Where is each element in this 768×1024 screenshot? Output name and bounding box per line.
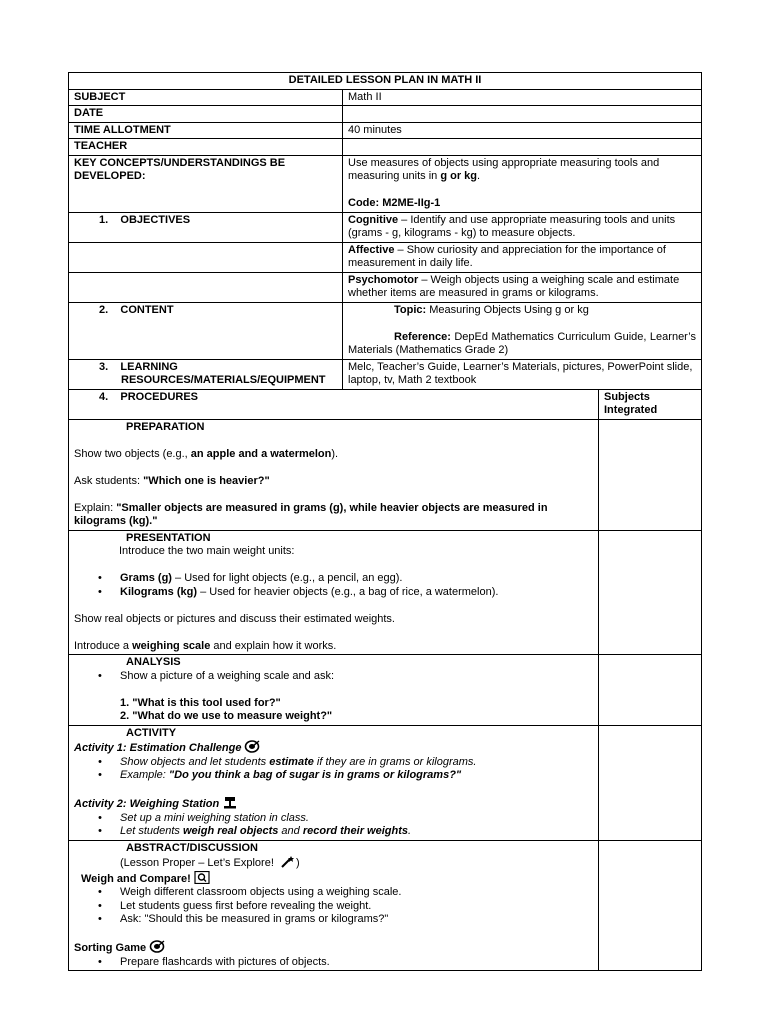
- activity-cell: [69, 725, 599, 840]
- lesson-plan-table: [68, 72, 702, 971]
- abstract-cell: [69, 840, 599, 971]
- activity-subjects-cell: [599, 725, 702, 840]
- grams-description: – Used for light objects (e.g., a pencil, an egg).: [171, 572, 403, 584]
- units-list: [74, 572, 593, 599]
- procedures-row: [69, 389, 702, 419]
- target-icon: [149, 940, 165, 953]
- objectives-cognitive-row: [69, 212, 702, 242]
- psychomotor-objective: [343, 272, 702, 302]
- activity-2-title: Activity 2: Weighing Station: [74, 798, 220, 810]
- list-item: [74, 769, 593, 783]
- preparation-line-1-text: Show two objects (e.g.,: [74, 447, 191, 460]
- objectives-affective-row: [69, 242, 702, 272]
- activity-2-bullet-2-text: Let students: [120, 825, 183, 837]
- time-allotment-label: TIME ALLOTMENT: [69, 122, 343, 139]
- presentation-intro: Introduce the two main weight units:: [119, 545, 295, 557]
- weigh-compare-title: Weigh and Compare!: [81, 872, 191, 885]
- objectives-empty-cell: [69, 242, 343, 272]
- list-item: • Prepare flashcards with pictures of objects.: [74, 956, 593, 970]
- list-item: • Weigh different classroom objects using a weighing scale.: [74, 886, 593, 900]
- preparation-line-1: [74, 448, 593, 462]
- time-allotment-row: [69, 122, 702, 139]
- affective-objective: [343, 242, 702, 272]
- list-item: [74, 572, 593, 586]
- activity-1-bullet-1-end: if they are in grams or kilograms.: [313, 755, 477, 768]
- content-label: 2. CONTENT: [69, 302, 343, 359]
- key-concepts-text: Use measures of objects using appropriate measuring tools and measuring units in: [348, 156, 660, 182]
- date-value: [343, 106, 702, 123]
- subject-value: Math II: [343, 89, 702, 106]
- search-box-icon: [194, 871, 210, 884]
- cognitive-label: Cognitive: [348, 213, 399, 226]
- preparation-objects: an apple and a watermelon: [190, 447, 332, 460]
- list-item: • Set up a mini weighing station in class.: [74, 812, 593, 826]
- key-concepts-row: [69, 155, 702, 212]
- presentation-subjects-cell: [599, 530, 702, 655]
- title-row: [69, 73, 702, 90]
- content-row: [69, 302, 702, 359]
- key-concepts-label: KEY CONCEPTS/UNDERSTANDINGS BE DEVELOPED:: [69, 155, 343, 212]
- topic-text: Measuring Objects Using g or kg: [426, 303, 589, 316]
- key-concepts-period: .: [477, 170, 481, 182]
- estimate-term: estimate: [269, 755, 314, 768]
- kilograms-term: Kilograms (kg): [120, 585, 198, 598]
- sorting-game-title-line: [74, 940, 593, 956]
- activity-row: [69, 725, 702, 840]
- reference-label: Reference:: [394, 330, 451, 343]
- learning-resources-text: Melc, Teacher’s Guide, Learner’s Materials, pictures, PowerPoint slide, laptop, tv, Math 2 textbook: [348, 360, 693, 386]
- abstract-subheading: [74, 855, 593, 871]
- procedures-label: 4. PROCEDURES: [69, 389, 599, 419]
- preparation-row: [69, 419, 702, 530]
- learning-resources-row: [69, 359, 702, 389]
- analysis-question-2: 2. "What do we use to measure weight?": [120, 710, 333, 722]
- list-item: • Let students guess first before revealing the weight.: [74, 900, 593, 914]
- objectives-psychomotor-row: [69, 272, 702, 302]
- key-concepts-units: g or kg: [440, 170, 477, 182]
- target-icon: [244, 740, 260, 753]
- activity-1-title-line: [74, 740, 593, 756]
- psychomotor-text: – Weigh objects using a weighing scale and estimate whether items are measured in grams or kilograms.: [348, 273, 680, 299]
- activity-heading: ACTIVITY: [126, 726, 177, 739]
- competency-code: Code: M2ME-IIg-1: [348, 197, 441, 209]
- presentation-heading: PRESENTATION: [126, 531, 211, 544]
- abstract-subjects-cell: [599, 840, 702, 971]
- objectives-empty-cell: [69, 272, 343, 302]
- subject-label: SUBJECT: [69, 89, 343, 106]
- preparation-heading: PREPARATION: [126, 420, 205, 433]
- cognitive-objective: [343, 212, 702, 242]
- date-label: DATE: [69, 106, 343, 123]
- analysis-cell: [69, 655, 599, 726]
- preparation-line-3: [74, 502, 593, 529]
- affective-label: Affective: [348, 243, 395, 256]
- abstract-heading: ABSTRACT/DISCUSSION: [126, 841, 259, 854]
- abstract-row: [69, 840, 702, 971]
- teacher-value: [343, 139, 702, 156]
- subjects-integrated-header: Subjects Integrated: [599, 389, 702, 419]
- subject-row: [69, 89, 702, 106]
- list-item: • Ask: "Should this be measured in grams or kilograms?": [74, 913, 593, 927]
- teacher-row: [69, 139, 702, 156]
- activity-1-bullet-1-text: Show objects and let students: [120, 755, 270, 768]
- record-weights-term: record their weights: [302, 825, 408, 837]
- activity-2-bullet-2-mid: and: [278, 825, 303, 837]
- preparation-line-2-text: Ask students:: [74, 474, 144, 487]
- preparation-explanation: "Smaller objects are measured in grams (g), while heavier objects are measured in kilograms (kg).": [74, 501, 548, 527]
- learning-resources-label-line2: RESOURCES/MATERIALS/EQUIPMENT: [121, 374, 326, 386]
- sorting-game-list: [74, 956, 593, 970]
- preparation-line-2: [74, 475, 593, 489]
- teacher-label: TEACHER: [69, 139, 343, 156]
- magic-wand-icon: [280, 855, 296, 868]
- activity-2-bullet-2-end: .: [407, 825, 412, 837]
- presentation-cell: [69, 530, 599, 655]
- key-concepts-value: [343, 155, 702, 212]
- activity-2-title-line: [74, 796, 593, 812]
- cognitive-text: – Identify and use appropriate measuring tools and units (grams - g, kilograms - kg) to measure objects.: [348, 213, 676, 239]
- preparation-line-3-text: Explain:: [74, 501, 117, 514]
- learning-resources-label: [69, 359, 343, 389]
- list-item: [74, 586, 593, 600]
- learning-resources-label-line1: 3. LEARNING: [99, 360, 178, 373]
- activity-1-bullet-2-text: Example:: [120, 769, 169, 781]
- scale-icon: [222, 796, 238, 809]
- analysis-question-1: 1. "What is this tool used for?": [120, 696, 281, 709]
- date-row: [69, 106, 702, 123]
- preparation-line-1-end: ).: [331, 447, 339, 460]
- preparation-cell: [69, 419, 599, 530]
- topic-label: Topic:: [394, 303, 427, 316]
- analysis-subjects-cell: [599, 655, 702, 726]
- lesson-plan-page: [68, 72, 701, 971]
- activity-1-example: "Do you think a bag of sugar is in grams or kilograms?": [168, 769, 462, 781]
- list-item: [74, 756, 593, 770]
- time-allotment-value: 40 minutes: [343, 122, 702, 139]
- abstract-subheading-end: ): [295, 857, 300, 869]
- activity-1-title: Activity 1: Estimation Challenge: [74, 742, 242, 754]
- kilograms-description: – Used for heavier objects (e.g., a bag of rice, a watermelon).: [197, 585, 499, 598]
- presentation-line-2-end: and explain how it works.: [210, 639, 337, 652]
- preparation-question: "Which one is heavier?": [143, 474, 270, 487]
- presentation-line-2: [74, 640, 593, 654]
- reference-text: DepEd Mathematics Curriculum Guide, Learner’s Materials (Mathematics Grade 2): [348, 330, 696, 356]
- activity-2-list: [74, 812, 593, 839]
- list-item: • Show a picture of a weighing scale and ask:: [74, 670, 593, 684]
- presentation-row: [69, 530, 702, 655]
- weigh-compare-list: [74, 886, 593, 927]
- analysis-row: [69, 655, 702, 726]
- objectives-label: 1. OBJECTIVES: [69, 212, 343, 242]
- abstract-subheading-text: (Lesson Proper – Let’s Explore!: [120, 857, 277, 869]
- weighing-scale-term: weighing scale: [132, 639, 211, 652]
- activity-1-list: [74, 756, 593, 783]
- sorting-game-title: Sorting Game: [74, 942, 147, 954]
- weigh-objects-term: weigh real objects: [183, 825, 279, 837]
- grams-term: Grams (g): [120, 572, 172, 584]
- list-item: [74, 825, 593, 839]
- psychomotor-label: Psychomotor: [348, 273, 419, 286]
- presentation-line-2-text: Introduce a: [74, 639, 133, 652]
- content-value: [343, 302, 702, 359]
- preparation-subjects-cell: [599, 419, 702, 530]
- presentation-line-1: Show real objects or pictures and discuss their estimated weights.: [74, 612, 395, 625]
- learning-resources-value: [343, 359, 702, 389]
- analysis-heading: ANALYSIS: [126, 656, 181, 668]
- document-title: DETAILED LESSON PLAN IN MATH II: [69, 73, 702, 90]
- weigh-compare-title-line: [74, 871, 593, 887]
- affective-text: – Show curiosity and appreciation for the importance of measurement in daily life.: [348, 243, 666, 269]
